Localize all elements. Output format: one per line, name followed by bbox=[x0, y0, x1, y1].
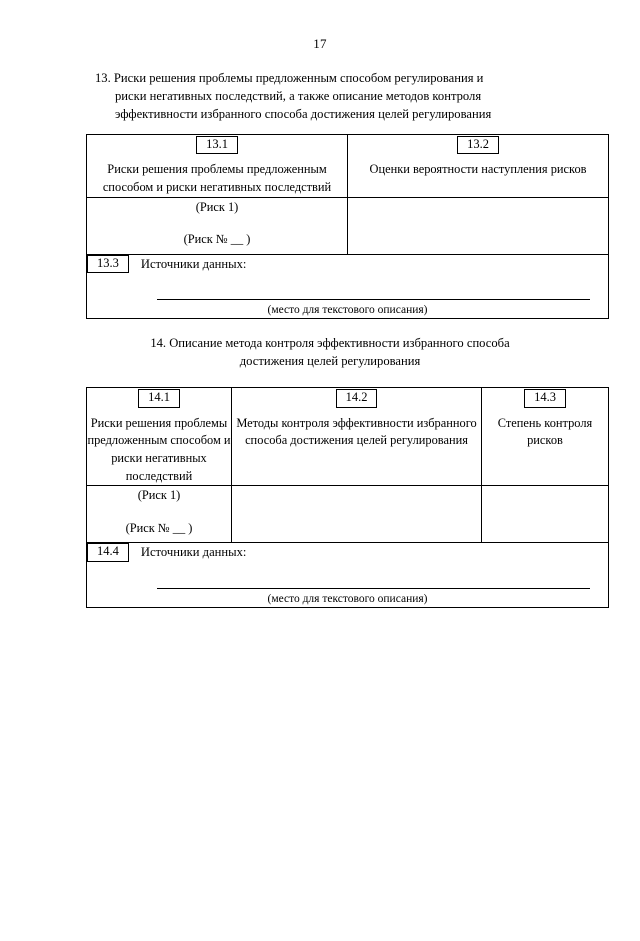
table-13-col1-title: Риски решения проблемы предложенным способом и риски негативных последствий bbox=[102, 162, 332, 194]
table-14-risk-cell bbox=[87, 486, 232, 543]
table-14-col3-header bbox=[482, 388, 609, 486]
table-13-col2-header bbox=[348, 134, 609, 197]
cell-number-wrap bbox=[87, 135, 347, 155]
risk-first-label: (Риск 1) bbox=[195, 199, 239, 214]
table-14-sources-row bbox=[87, 543, 609, 608]
table-13-col2-title: Оценки вероятности наступления рисков bbox=[369, 162, 587, 177]
table-14-col2-header bbox=[232, 388, 482, 486]
sources-row bbox=[87, 255, 608, 274]
risk-first-label: (Риск 1) bbox=[137, 488, 181, 503]
cell-number-14-3: 14.3 bbox=[524, 389, 566, 408]
table-13 bbox=[86, 134, 609, 320]
table-14-col1-title: Риски решения проблемы предложенным способом и риски негативных последствий bbox=[87, 415, 231, 483]
cell-number-13-3: 13.3 bbox=[87, 255, 129, 274]
risk-last-label: (Риск № __ ) bbox=[125, 520, 193, 535]
table-14-col2-title: Методы контроля эффективности избранного способа достижения целей регулирования bbox=[236, 415, 477, 448]
table-13-risk-cell bbox=[87, 197, 348, 254]
section-13-heading-line-1: 13. Риски решения проблемы предложенным способом регулирования и bbox=[95, 71, 484, 85]
page-number: 17 bbox=[313, 36, 327, 51]
section-13-heading-line-2: риски негативных последствий, а также описание методов контроля bbox=[115, 88, 482, 103]
table-14-col1-header bbox=[87, 388, 232, 486]
cell-number-wrap bbox=[348, 135, 608, 155]
document-page bbox=[0, 36, 640, 941]
sources-input-line[interactable] bbox=[157, 287, 590, 300]
cell-number-14-2: 14.2 bbox=[336, 389, 378, 408]
sources-input-line[interactable] bbox=[157, 576, 590, 589]
table-13-probability-cell[interactable] bbox=[348, 197, 609, 254]
table-13-header-row bbox=[87, 134, 609, 197]
section-14-heading-line-1: 14. Описание метода контроля эффективности избранного способа bbox=[150, 336, 510, 351]
table-14-methods-cell[interactable] bbox=[232, 486, 482, 543]
cell-number-13-2: 13.2 bbox=[457, 136, 499, 155]
sources-label: Источники данных: bbox=[140, 545, 247, 560]
table-14-sources-cell bbox=[87, 543, 609, 608]
table-14 bbox=[86, 387, 609, 608]
table-row bbox=[87, 197, 609, 254]
sources-note: (место для текстового описания) bbox=[267, 304, 428, 317]
table-13-sources-cell bbox=[87, 254, 609, 319]
cell-number-wrap bbox=[87, 388, 231, 408]
risk-last-label: (Риск № __ ) bbox=[183, 232, 251, 247]
sources-label: Источники данных: bbox=[140, 256, 247, 271]
section-13-heading-line-3: эффективности избранного способа достижения целей регулирования bbox=[115, 106, 492, 121]
cell-number-14-1: 14.1 bbox=[138, 389, 180, 408]
section-13-heading bbox=[95, 70, 595, 134]
table-13-col1-header bbox=[87, 134, 348, 197]
table-13-sources-row bbox=[87, 254, 609, 319]
table-14-degree-cell[interactable] bbox=[482, 486, 609, 543]
sources-row bbox=[87, 543, 608, 562]
section-14-heading bbox=[80, 319, 580, 381]
table-row bbox=[87, 486, 609, 543]
section-14-heading-line-2: достижения целей регулирования bbox=[239, 354, 421, 369]
cell-number-wrap bbox=[232, 388, 481, 408]
table-14-header-row bbox=[87, 388, 609, 486]
cell-number-14-4: 14.4 bbox=[87, 543, 129, 562]
sources-note: (место для текстового описания) bbox=[267, 593, 428, 606]
cell-number-wrap bbox=[482, 388, 608, 408]
cell-number-13-1: 13.1 bbox=[196, 136, 238, 155]
table-14-col3-title: Степень контроля рисков bbox=[497, 415, 593, 448]
